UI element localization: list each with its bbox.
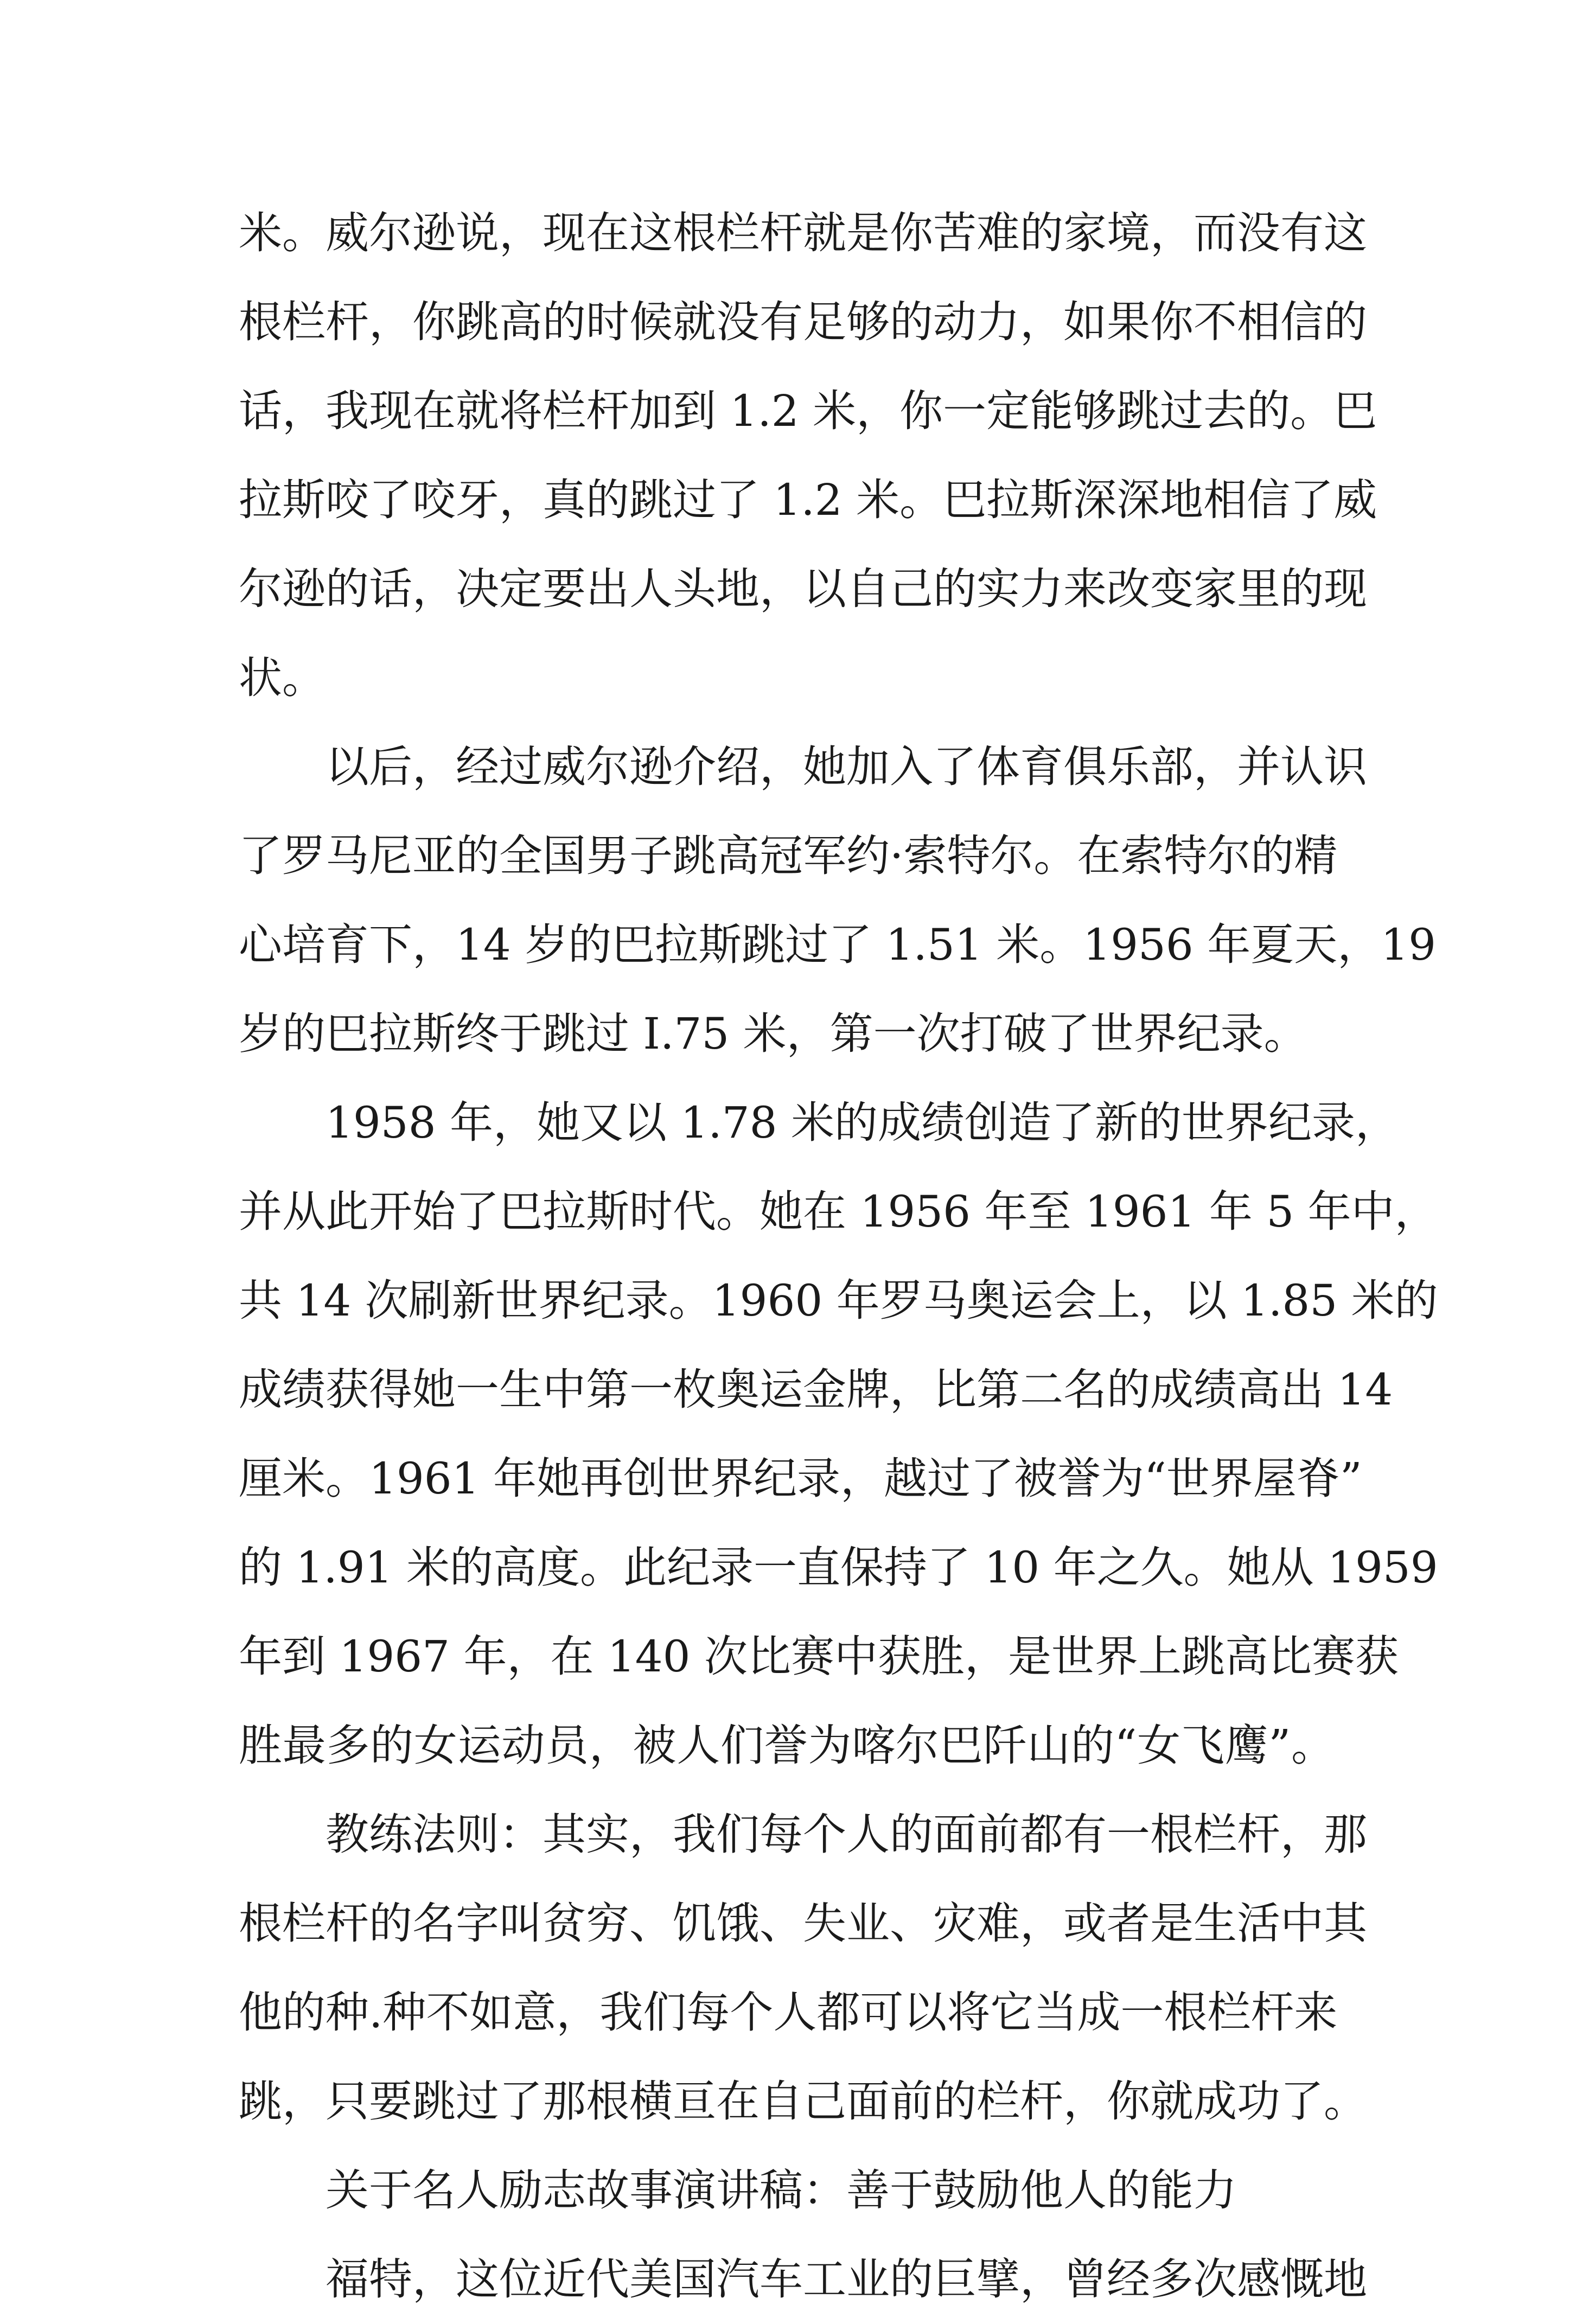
- text-line: 根栏杆的名字叫贫穷、饥饿、失业、灾难，或者是生活中其: [239, 1898, 1367, 1949]
- text-line: 关于名人励志故事演讲稿：善于鼓励他人的能力: [326, 2165, 1237, 2216]
- text-line: 他的种.种不如意，我们每个人都可以将它当成一根栏杆来: [239, 1987, 1338, 2038]
- text-line: 话，我现在就将栏杆加到 1.2 米，你一定能够跳过去的。巴: [239, 386, 1377, 436]
- text-line: 胜最多的女运动员，被人们誉为喀尔巴阡山的“女飞鹰”。: [239, 1720, 1335, 1771]
- text-line: 跳，只要跳过了那根横亘在自己面前的栏杆，你就成功了。: [239, 2076, 1367, 2127]
- text-line: 厘米。1961 年她再创世界纪录，越过了被誉为“世界屋脊”: [239, 1453, 1362, 1504]
- text-line: 的 1.91 米的高度。此纪录一直保持了 10 年之久。她从 1959: [239, 1542, 1438, 1593]
- text-line: 1958 年，她又以 1.78 米的成绩创造了新的世界纪录，: [326, 1097, 1399, 1148]
- text-line: 尔逊的话，决定要出人头地，以自己的实力来改变家里的现: [239, 564, 1367, 614]
- text-line: 以后，经过威尔逊介绍，她加入了体育俱乐部，并认识: [326, 742, 1367, 792]
- text-line: 福特，这位近代美国汽车工业的巨擘，曾经多次感慨地: [326, 2254, 1367, 2304]
- text-line: 共 14 次刷新世界纪录。1960 年罗马奥运会上，以 1.85 米的: [239, 1275, 1438, 1326]
- text-line: 年到 1967 年，在 140 次比赛中获胜，是世界上跳高比赛获: [239, 1631, 1399, 1682]
- text-line: 教练法则：其实，我们每个人的面前都有一根栏杆，那: [326, 1809, 1367, 1860]
- text-line: 心培育下，14 岁的巴拉斯跳过了 1.51 米。1956 年夏天，19: [239, 920, 1437, 970]
- text-line: 成绩获得她一生中第一枚奥运金牌，比第二名的成绩高出 14: [239, 1364, 1393, 1415]
- text-line: 岁的巴拉斯终于跳过 I.75 米，第一次打破了世界纪录。: [239, 1008, 1307, 1059]
- body-text: [239, 189, 1438, 2324]
- text-line: 状。: [239, 653, 326, 703]
- text-line: 米。威尔逊说，现在这根栏杆就是你苦难的家境，而没有这: [239, 208, 1367, 258]
- text-line: 拉斯咬了咬牙，真的跳过了 1.2 米。巴拉斯深深地相信了威: [239, 475, 1377, 525]
- text-line: 并从此开始了巴拉斯时代。她在 1956 年至 1961 年 5 年中，: [239, 1186, 1438, 1237]
- text-line: 了罗马尼亚的全国男子跳高冠军约·索特尔。在索特尔的精: [239, 831, 1338, 881]
- text-line: 根栏杆，你跳高的时候就没有足够的动力，如果你不相信的: [239, 297, 1367, 347]
